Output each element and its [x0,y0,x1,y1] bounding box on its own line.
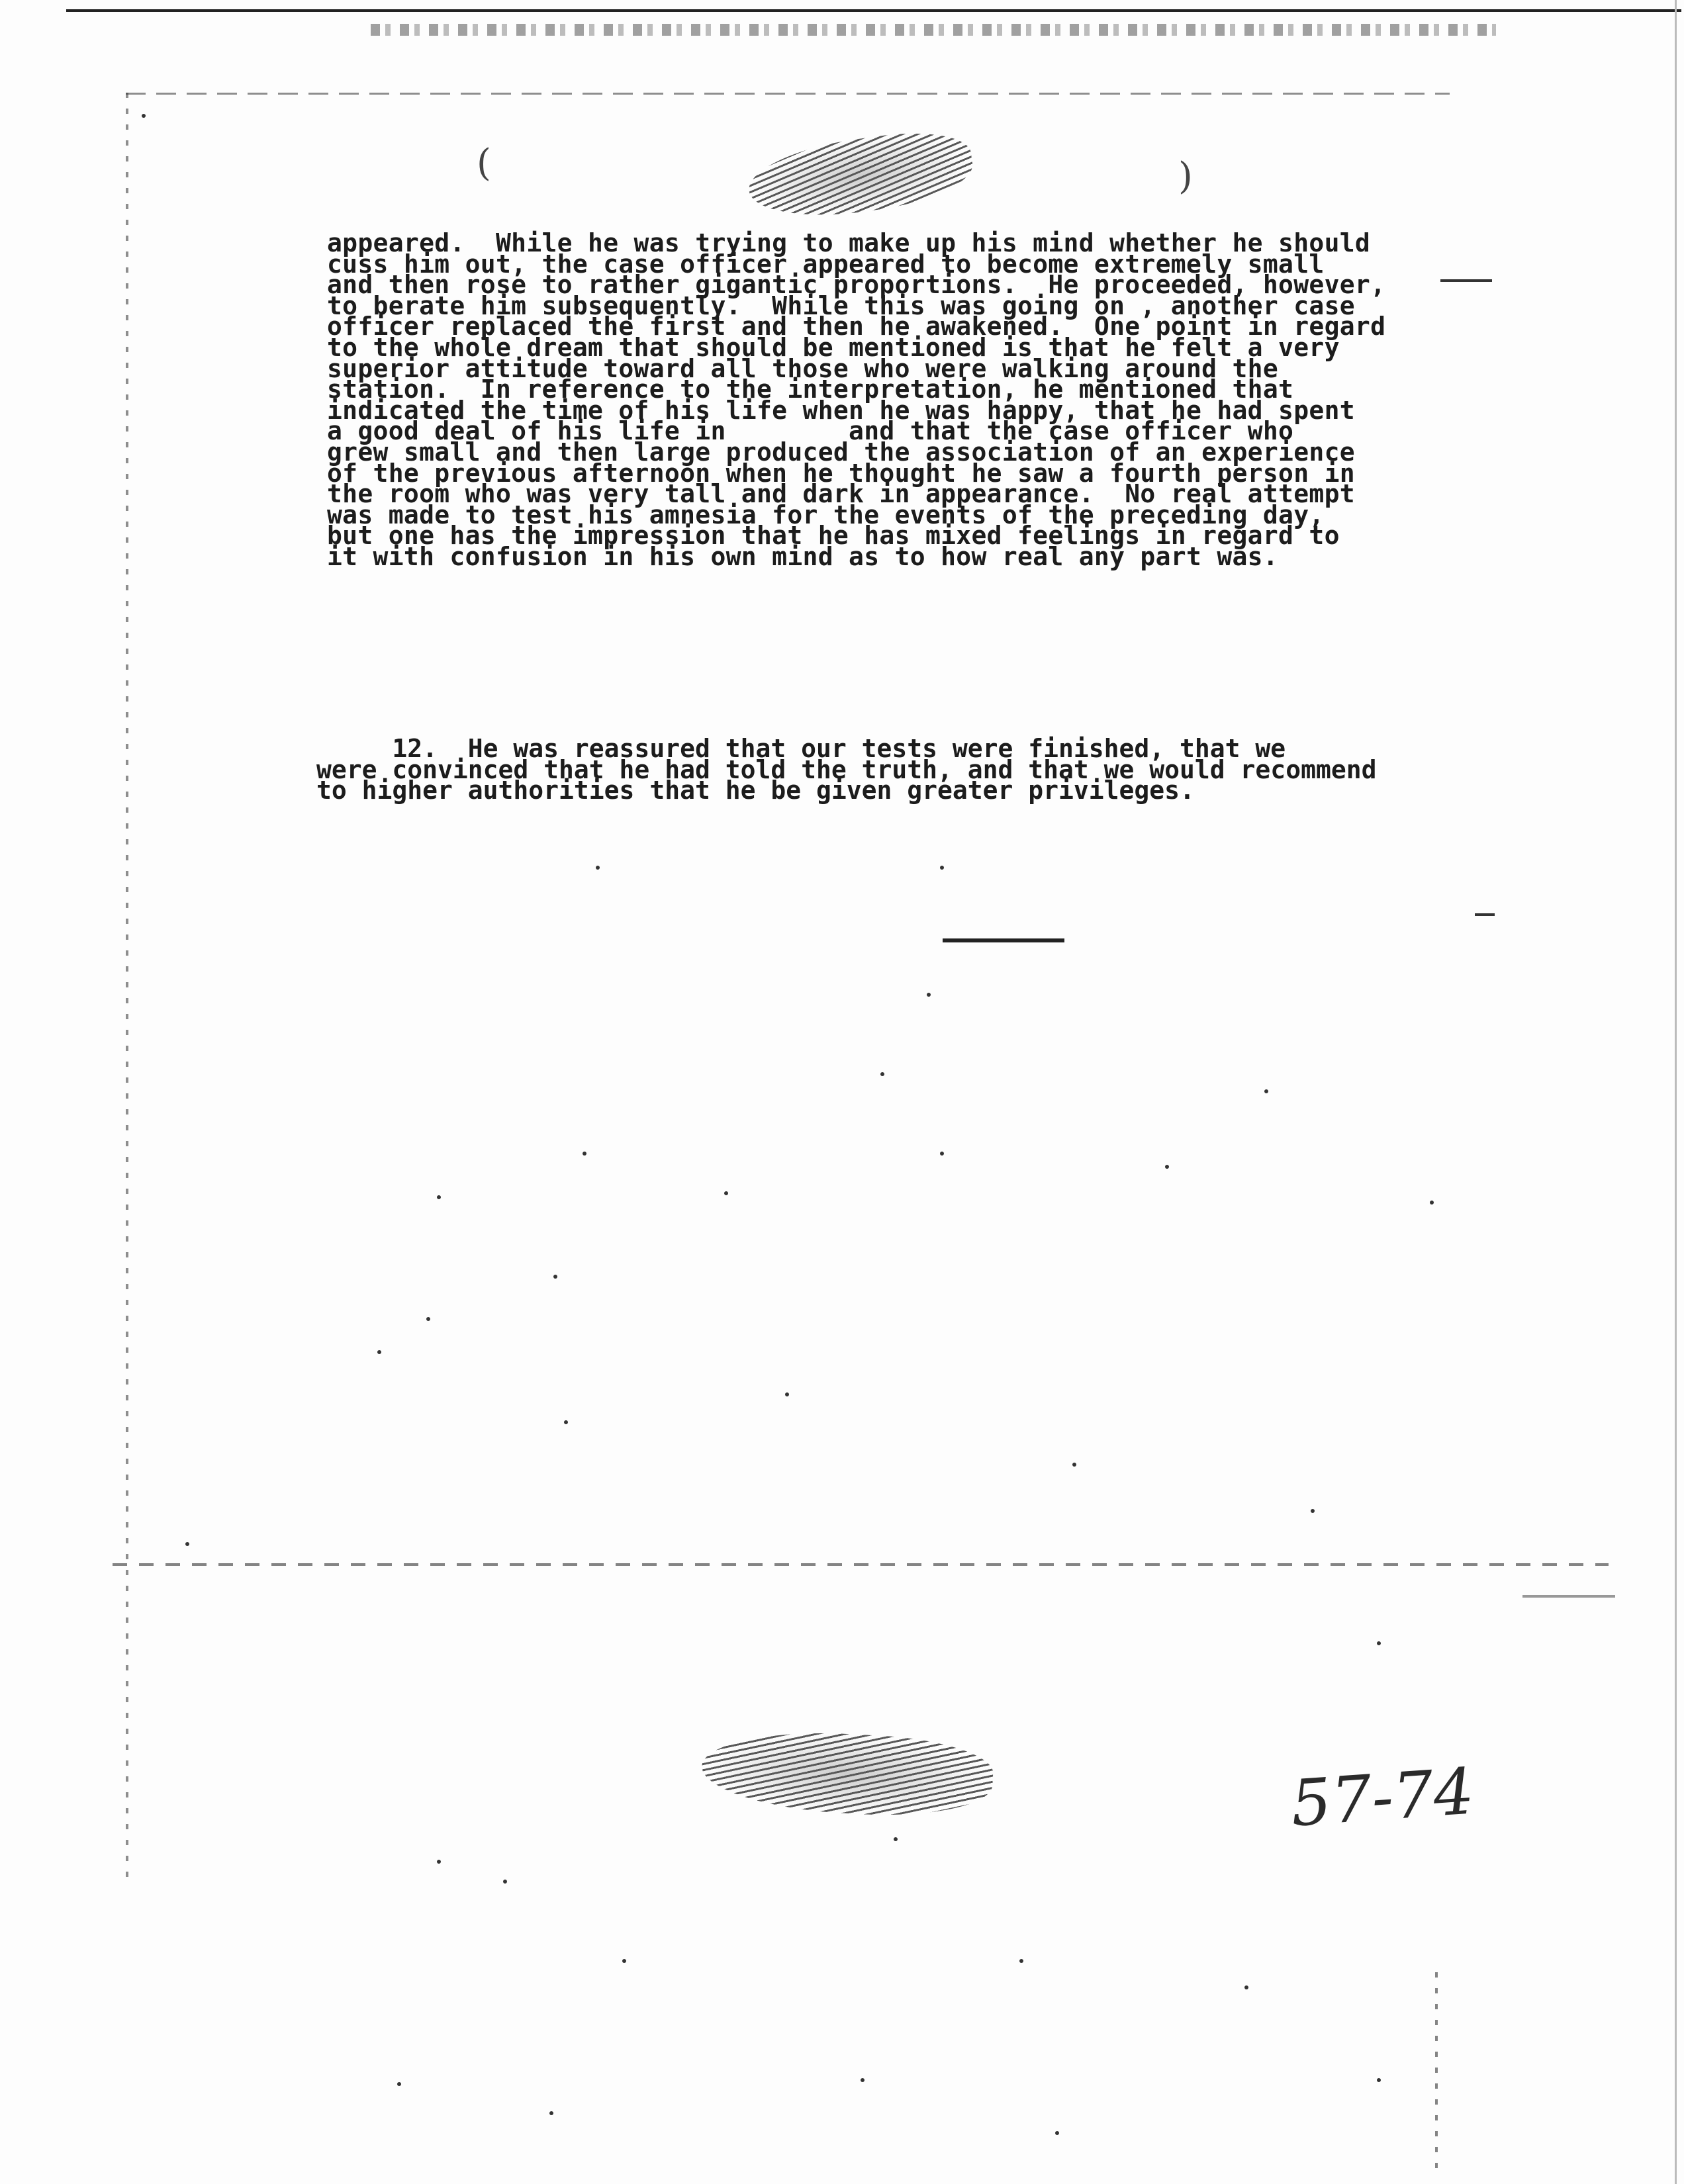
scan-header-noise [371,24,1496,36]
scan-speck [1055,2131,1059,2135]
scan-speck [596,866,600,870]
text-line: station. In reference to the interpretation, he mentioned that [327,375,1294,404]
margin-mark [1475,913,1495,916]
scan-speck [185,1542,189,1546]
scan-speck [503,1880,507,1884]
scan-speck [880,1072,884,1076]
scan-speck [927,993,931,997]
paragraph-12 [316,734,1377,805]
scan-edge-top [66,9,1681,12]
text-line: and then rose to rather gigantic proportions. He proceeded, however, [327,270,1386,300]
text-line: cuss him out, the case officer appeared to become extremely small [327,249,1325,279]
scan-speck [583,1152,586,1156]
scan-speck [785,1392,789,1396]
text-line: of the previous afternoon when he thought he saw a fourth person in [327,458,1355,488]
scan-speck [437,1860,441,1864]
margin-mark [1522,1595,1615,1598]
scan-speck [564,1420,568,1424]
scan-speck [142,114,146,118]
scan-speck [1377,2078,1381,2082]
scan-speck [940,866,944,870]
scan-dashes-right [1435,1972,1438,2171]
scan-speck [940,1152,944,1156]
scan-speck [437,1195,441,1199]
redaction-stamp-top [744,124,977,227]
text-line: were convinced that he had told the truth, and that we would recommend [316,754,1377,784]
text-line: to berate him subsequently. While this was going on , another case [327,291,1355,320]
scan-speck [1377,1641,1381,1645]
paragraph-11 [327,228,1386,571]
scan-speck [1019,1959,1023,1963]
text-line: officer replaced the first and then he awakened. One point in regard [327,312,1386,341]
scan-speck [377,1350,381,1354]
scan-speck [397,2082,401,2086]
scan-speck [1165,1165,1169,1169]
decorative-paren-left: ( [477,142,491,185]
text-line: appeared. While he was trying to make up his mind whether he should [327,228,1371,257]
text-line: it with confusion in his own mind as to how real any part was. [327,541,1279,571]
scan-speck [724,1191,728,1195]
scan-speck [894,1837,898,1841]
scan-rule-top [126,93,1450,95]
redaction-stamp-bottom [700,1727,995,1821]
scan-speck [1244,1985,1248,1989]
text-line: a good deal of his life in and that the case officer who [327,416,1294,446]
scan-speck [1311,1509,1315,1513]
text-line: to the whole dream that should be mentioned is that he felt a very [327,332,1340,362]
text-line: 12. He was reassured that our tests were finished, that we [316,734,1286,763]
scan-speck [553,1275,557,1279]
margin-mark [1440,279,1492,282]
scan-speck [426,1317,430,1321]
text-line: to higher authorities that he be given greater privileges. [316,776,1195,805]
decorative-paren-right: ) [1178,155,1193,198]
text-line: indicated the time of his life when he was happy, that he had spent [327,395,1355,425]
scan-speck [1264,1089,1268,1093]
end-separator-rule [943,938,1064,942]
scan-dashes-left [126,93,128,1880]
scan-speck [1430,1201,1434,1205]
scan-speck [1072,1463,1076,1467]
text-line: grew small and then large produced the association of an experience [327,437,1355,467]
scan-edge-right [1675,0,1677,2184]
scan-speck [622,1959,626,1963]
text-line: the room who was very tall and dark in appearance. No real attempt [327,479,1355,509]
scan-speck [549,2111,553,2115]
handwritten-page-number: 57-74 [1288,1754,1477,1841]
text-line: superior attitude toward all those who were walking around the [327,353,1279,383]
text-line: but one has the impression that he has mixed feelings in regard to [327,521,1340,551]
scan-rule-middle [113,1563,1609,1566]
text-line: was made to test his amnesia for the events of the preceding day, [327,500,1325,529]
scan-speck [861,2078,865,2082]
